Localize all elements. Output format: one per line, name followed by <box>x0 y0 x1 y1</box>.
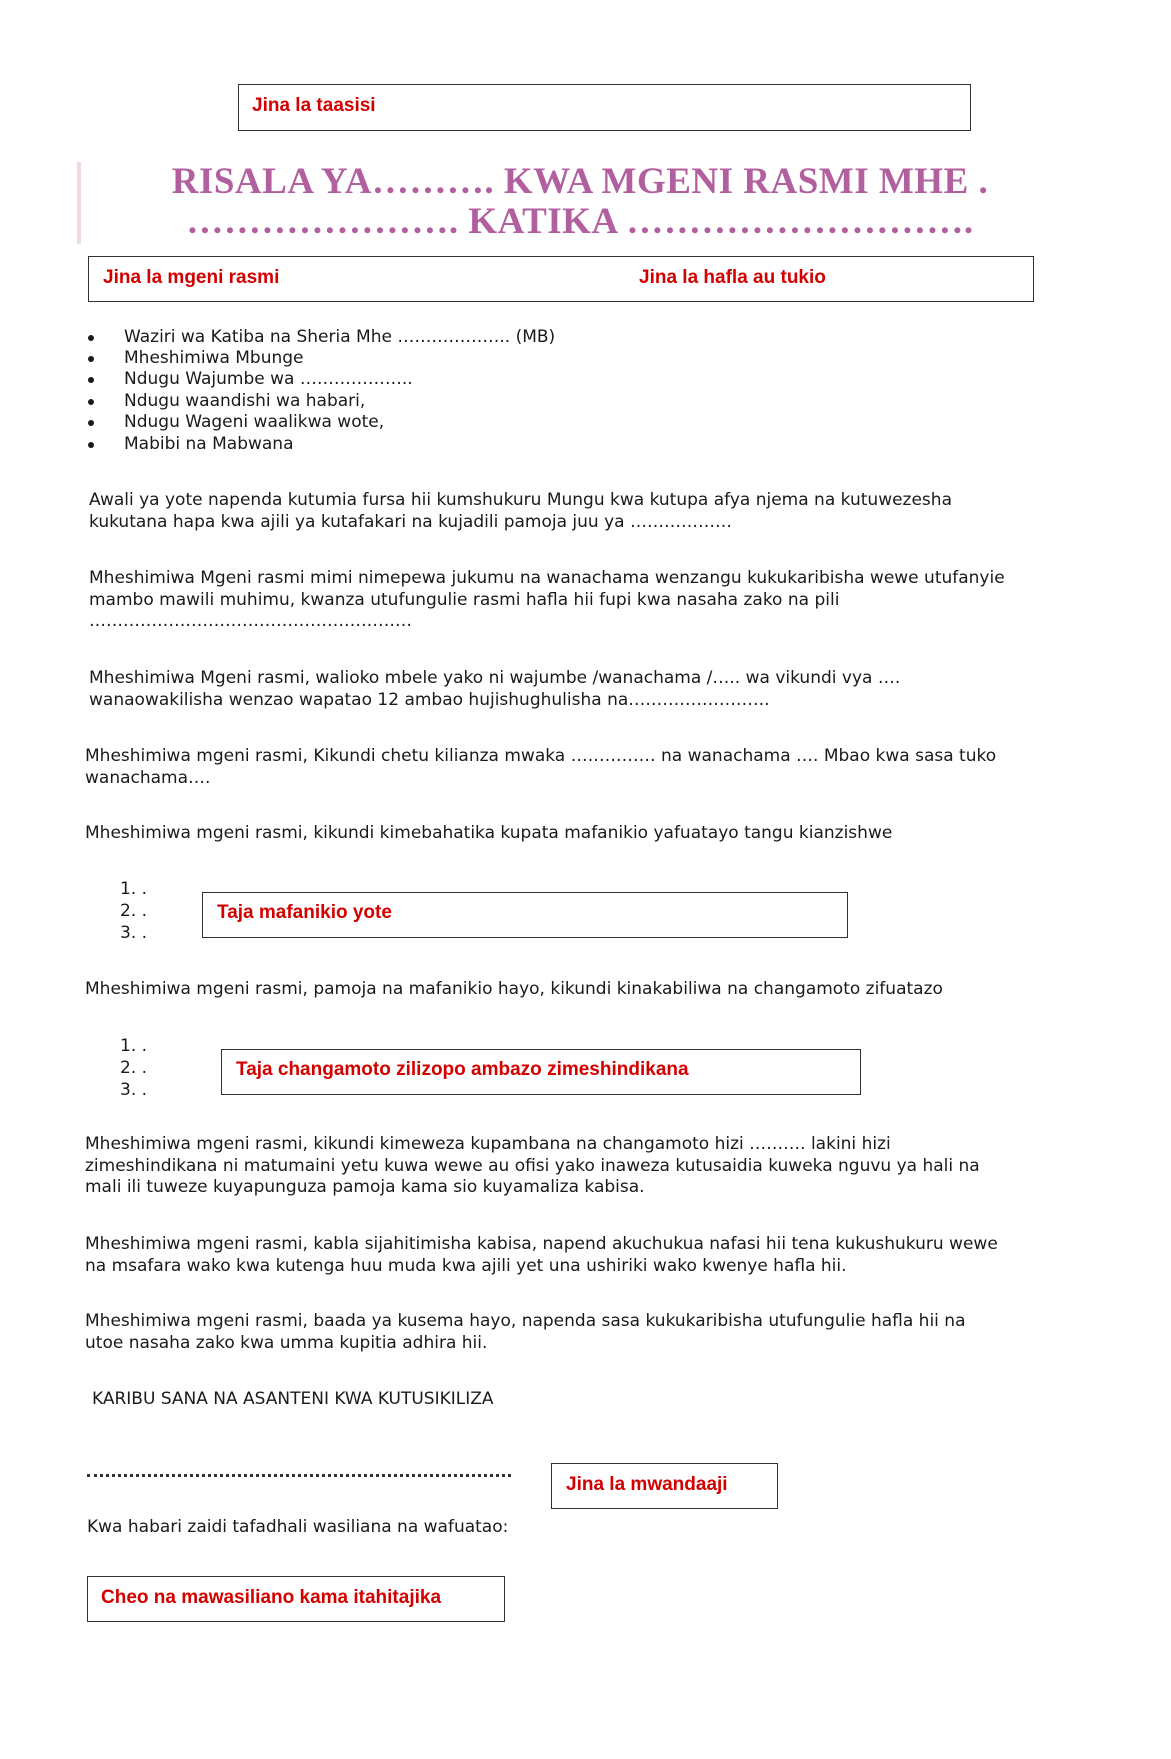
challenge-item: 2. . <box>120 1058 148 1078</box>
document-title-line1: RISALA YA………. KWA MGENI RASMI MHE . <box>171 161 989 202</box>
achievements-box-label: Taja mafanikio yote <box>217 902 392 923</box>
signature-line <box>87 1474 511 1477</box>
author-name-label: Jina la mwandaaji <box>566 1474 728 1495</box>
document-title-line2: …………………. KATIKA ………………………. <box>186 201 974 242</box>
paragraph-challenges-intro: Mheshimiwa mgeni rasmi, pamoja na mafanikio hayo, kikundi kinakabiliwa na changamoto zifuatazo <box>85 979 943 999</box>
bullet-icon <box>88 399 94 405</box>
contact-intro: Kwa habari zaidi tafadhali wasiliana na wafuatao: <box>87 1517 509 1537</box>
bullet-icon <box>88 377 94 383</box>
paragraph-history: Mheshimiwa mgeni rasmi, Kikundi chetu kilianza mwaka …………… na wanachama …. Mbao kwa sasa tuko wanachama…. <box>85 746 997 788</box>
guest-name-label: Jina la mgeni rasmi <box>103 267 280 288</box>
event-name-label: Jina la hafla au tukio <box>639 267 826 288</box>
challenges-box-label: Taja changamoto zilizopo ambazo zimeshindikana <box>236 1059 689 1080</box>
paragraph-request: Mheshimiwa Mgeni rasmi mimi nimepewa jukumu na wanachama wenzangu kukukaribisha wewe utufanyie mambo mawili muhimu, kwanza utufungulie rasmi hafla hii fupi kwa nasaha zako na pili ………………………………………………… <box>89 568 1005 631</box>
paragraph-support-request: Mheshimiwa mgeni rasmi, kikundi kimeweza kupambana na changamoto hizi ………. lakini hizi zimeshindikana ni matumaini yetu kuwa wewe au ofisi yako inaweza kutusaidia kuweka nguvu ya hali na mali ili tuweze kuyapunguza pamoja kama sio kuyamaliza kabisa. <box>85 1134 980 1197</box>
contact-details-label: Cheo na mawasiliano kama itahitajika <box>101 1587 442 1608</box>
challenge-item: 1. . <box>120 1036 148 1056</box>
bullet-icon <box>88 442 94 448</box>
achievement-item: 1. . <box>120 879 148 899</box>
paragraph-invitation: Mheshimiwa mgeni rasmi, baada ya kusema hayo, napenda sasa kukukaribisha utufungulie hafla hii na utoe nasaha zako kwa umma kupitia adhira hii. <box>85 1311 966 1353</box>
achievement-item: 2. . <box>120 901 148 921</box>
challenge-item: 3. . <box>120 1080 148 1100</box>
bullet-icon <box>88 420 94 426</box>
closing-line: KARIBU SANA NA ASANTENI KWA KUTUSIKILIZA <box>92 1389 494 1409</box>
paragraph-achievements-intro: Mheshimiwa mgeni rasmi, kikundi kimebahatika kupata mafanikio yafuatayo tangu kianzishwe <box>85 823 893 843</box>
institution-name-label: Jina la taasisi <box>252 95 376 116</box>
achievement-item: 3. . <box>120 923 148 943</box>
bullet-icon <box>88 356 94 362</box>
paragraph-opening: Awali ya yote napenda kutumia fursa hii kumshukuru Mungu kwa kutupa afya njema na kutuwezesha kukutana hapa kwa ajili ya kutafakari na kujadili pamoja juu ya ……………… <box>89 490 952 532</box>
paragraph-members: Mheshimiwa Mgeni rasmi, walioko mbele yako ni wajumbe /wanachama /….. wa vikundi vya …. wanaowakilisha wenzao wapatao 12 ambao hujishughulisha na……………………. <box>89 668 901 710</box>
bullet-icon <box>88 335 94 341</box>
paragraph-thanks: Mheshimiwa mgeni rasmi, kabla sijahitimisha kabisa, napend akuchukua nafasi hii tena kukushukuru wewe na msafara wako kwa kutenga huu muda kwa ajili yet una ushiriki wako kwenye hafla hii. <box>85 1234 998 1276</box>
